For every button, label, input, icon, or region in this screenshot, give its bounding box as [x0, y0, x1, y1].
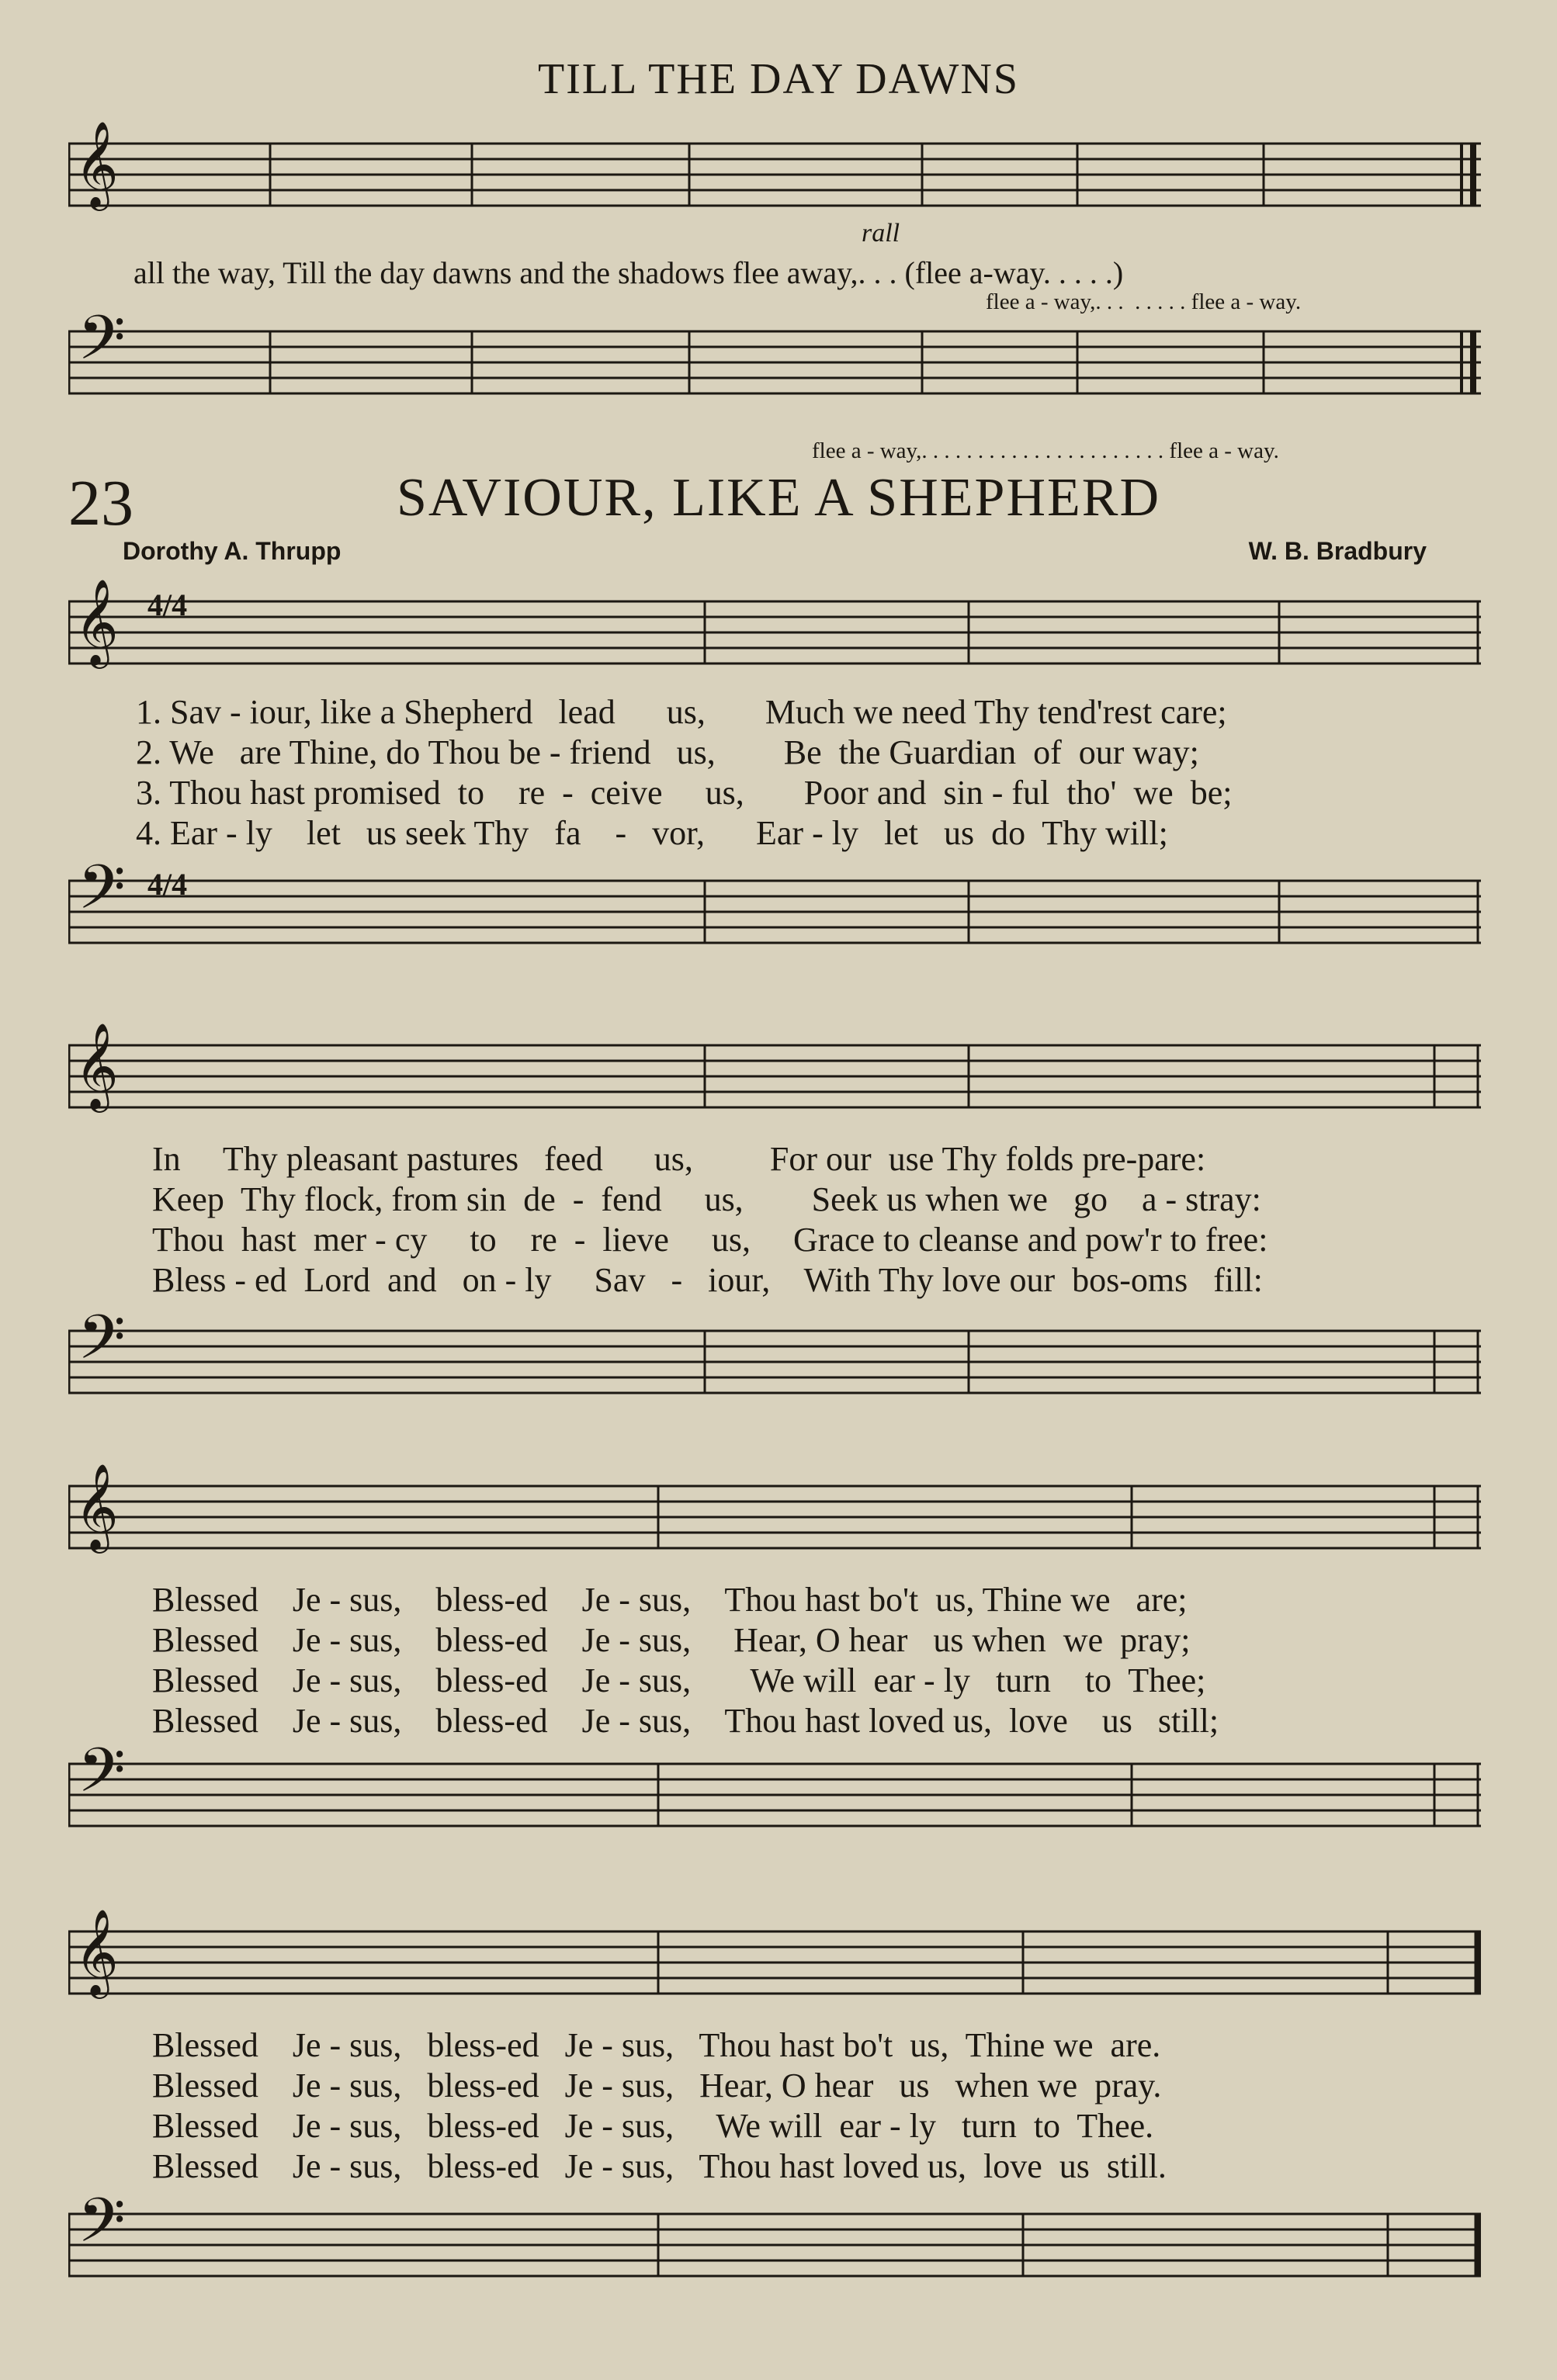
bass-staff — [68, 854, 1481, 954]
staff-lines — [68, 132, 1481, 217]
treble-clef-icon: 𝄞 — [75, 580, 119, 663]
bass-staff — [68, 304, 1481, 421]
staff-lines — [68, 1752, 1481, 1838]
hymn-title-till-the-day-dawns: TILL THE DAY DAWNS — [538, 55, 1019, 103]
bass-staff — [68, 1737, 1481, 1838]
treble-staff — [68, 1911, 1481, 2005]
time-signature: 4/4 — [147, 867, 188, 902]
treble-clef-icon: 𝄞 — [75, 1911, 119, 1994]
verse-lyric-line: Blessed Je - sus, bless-ed Je - sus, Hear, O hear us when we pray. — [152, 2066, 1162, 2105]
treble-clef-icon: 𝄞 — [75, 1465, 119, 1548]
verse-lyric-line: Blessed Je - sus, bless-ed Je - sus, Thou hast loved us, love us still; — [152, 1702, 1219, 1740]
bass-lyric: flee a - way,. . . . . . . . . . . . . . . . . . . . . . flee a - way. — [812, 438, 1279, 463]
treble-staff — [68, 1465, 1481, 1560]
verse-lyric-line: Thou hast mer - cy to re - lieve us, Grace to cleanse and pow'r to free: — [152, 1221, 1268, 1259]
alto-lyric: flee a - way,. . . . . . . . flee a - way. — [986, 289, 1302, 314]
staff-lines — [68, 2202, 1481, 2288]
bass-clef-icon: 𝄢 — [78, 304, 126, 387]
verse-lyric-line: Blessed Je - sus, bless-ed Je - sus, We will ear - ly turn to Thee. — [152, 2107, 1154, 2145]
bass-clef-icon: 𝄢 — [78, 854, 126, 937]
verse-lyric-line: 2. We are Thine, do Thou be - friend us, Be the Guardian of our way; — [136, 733, 1199, 771]
bass-clef-icon: 𝄢 — [78, 1304, 126, 1387]
bass-staff — [68, 2187, 1481, 2288]
bass-clef-icon: 𝄢 — [78, 1737, 126, 1820]
staff-lines — [68, 869, 1481, 954]
treble-staff — [68, 123, 1481, 217]
verse-lyric-line: Keep Thy flock, from sin de - fend us, Seek us when we go a - stray: — [152, 1180, 1261, 1218]
bass-clef-icon: 𝄢 — [78, 2187, 126, 2270]
verse-lyric-line: Blessed Je - sus, bless-ed Je - sus, Thou hast bo't us, Thine we are. — [152, 2026, 1161, 2064]
verse-lyric-line: Blessed Je - sus, bless-ed Je - sus, Thou hast loved us, love us still. — [152, 2147, 1167, 2185]
verse-lyric-line: Blessed Je - sus, bless-ed Je - sus, Thou hast bo't us, Thine we are; — [152, 1581, 1188, 1619]
staff-lines — [68, 587, 1481, 675]
treble-staff — [68, 1024, 1481, 1119]
hymn-title: SAVIOUR, LIKE A SHEPHERD — [396, 468, 1161, 528]
verse-lyric-line: 4. Ear - ly let us seek Thy fa - vor, Ear - ly let us do Thy will; — [136, 814, 1168, 852]
verse-lyric-line: 1. Sav - iour, like a Shepherd lead us, Much we need Thy tend'rest care; — [136, 693, 1227, 731]
treble-clef-icon: 𝄞 — [75, 1024, 119, 1107]
staff-lines — [68, 1920, 1481, 2005]
staff-lines — [68, 320, 1481, 421]
staff-lines — [68, 1474, 1481, 1560]
hymn-number: 23 — [68, 467, 134, 539]
composer-credit: W. B. Bradbury — [1248, 537, 1427, 565]
author-credit: Dorothy A. Thrupp — [123, 537, 342, 565]
verse-lyric-line: Bless - ed Lord and on - ly Sav - iour, With Thy love our bos-oms fill: — [152, 1261, 1263, 1299]
bass-staff — [68, 1304, 1481, 1405]
staff-lines — [68, 1034, 1481, 1119]
verse-lyric-line: 3. Thou hast promised to re - ceive us, Poor and sin - ful tho' we be; — [136, 774, 1233, 812]
verse-lyric-line: Blessed Je - sus, bless-ed Je - sus, Hear, O hear us when we pray; — [152, 1621, 1191, 1659]
time-signature: 4/4 — [147, 587, 188, 622]
staff-lines — [68, 1319, 1481, 1405]
treble-clef-icon: 𝄞 — [75, 123, 119, 206]
verse-lyric-line: In Thy pleasant pastures feed us, For our use Thy folds pre-pare: — [152, 1140, 1206, 1178]
tempo-marking: rall — [862, 219, 900, 248]
treble-staff — [68, 580, 1481, 675]
lyric-line: all the way, Till the day dawns and the shadows flee away,. . . (flee a-way. . . . .) — [134, 255, 1124, 290]
verse-lyric-line: Blessed Je - sus, bless-ed Je - sus, We will ear - ly turn to Thee; — [152, 1661, 1206, 1699]
